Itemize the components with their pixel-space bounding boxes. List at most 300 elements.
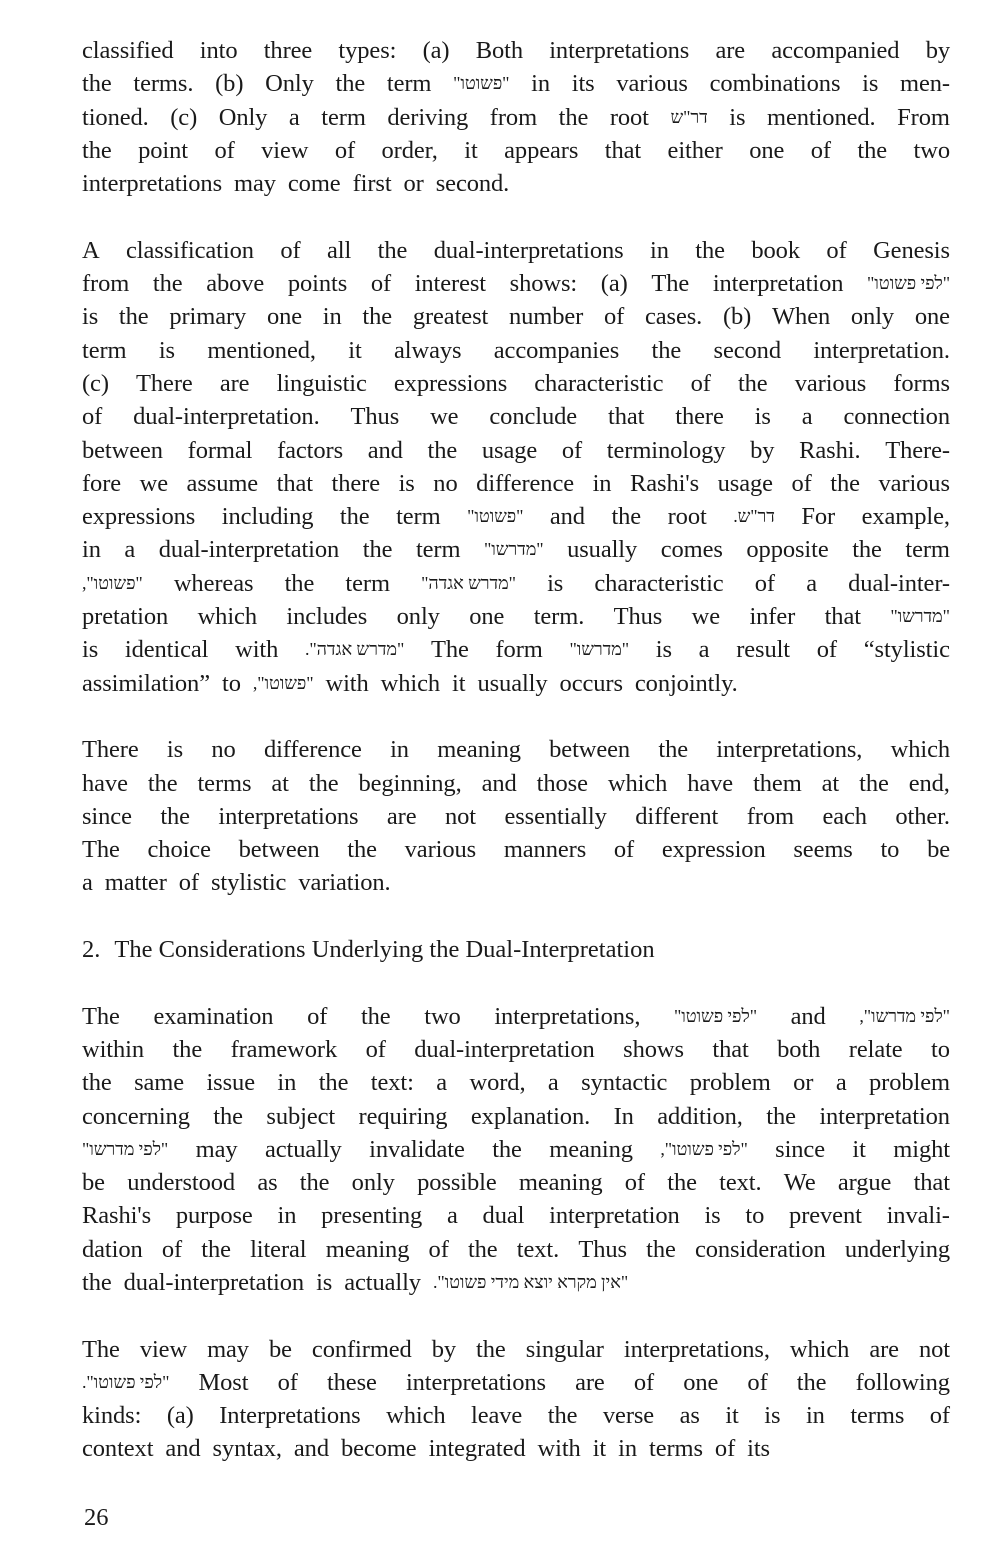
word: the — [152, 270, 183, 298]
word: the — [852, 536, 882, 564]
word: of — [604, 303, 625, 331]
word: greatest — [412, 303, 489, 331]
hebrew-term: "מדרשו" — [890, 606, 950, 627]
text-line — [82, 1199, 950, 1232]
text-line — [82, 34, 950, 67]
word: terminology — [606, 436, 726, 464]
section-number: 2. — [82, 936, 101, 964]
word: order, — [381, 136, 438, 164]
word: a — [82, 869, 93, 897]
word: literal — [250, 1235, 307, 1263]
word: tioned. — [82, 103, 149, 131]
word: expressions — [82, 503, 196, 531]
word: Both — [475, 37, 523, 64]
word: are — [575, 1368, 605, 1396]
word: in — [650, 236, 669, 264]
paragraph-gap — [82, 966, 950, 999]
word: interpretations — [82, 170, 223, 198]
word: the — [82, 136, 112, 164]
word: accompanied — [771, 37, 900, 64]
word: types: — [338, 37, 397, 64]
word: assume — [186, 469, 259, 497]
word: of — [161, 1235, 183, 1263]
word: dual-interpretation — [414, 1035, 595, 1063]
word: a — [698, 636, 710, 664]
word: requiring — [358, 1102, 448, 1130]
word: interpretation — [819, 1102, 950, 1130]
word: term — [396, 503, 441, 531]
word: a — [436, 1069, 448, 1097]
word: problem — [869, 1069, 950, 1097]
word: A — [82, 236, 100, 264]
word: the — [318, 1069, 349, 1097]
paragraph-no-difference-in-meaning — [82, 733, 950, 899]
word: Rashi's — [630, 469, 700, 497]
word: all — [326, 236, 352, 264]
word: the — [160, 802, 190, 830]
word: subject — [266, 1102, 336, 1130]
word: stylistic — [210, 869, 287, 897]
word: various — [404, 836, 477, 864]
word: syntactic — [581, 1069, 668, 1097]
word: the — [201, 1235, 231, 1263]
word: may — [207, 1335, 249, 1363]
word: integrated — [428, 1435, 526, 1463]
word: these — [326, 1368, 377, 1396]
word: which — [890, 736, 950, 764]
text-line — [82, 267, 950, 300]
word: that — [607, 403, 645, 431]
word: argue — [837, 1169, 892, 1197]
word: assimilation” — [82, 669, 210, 697]
word: since — [775, 1135, 825, 1163]
text-line — [82, 1399, 950, 1432]
word: is — [398, 469, 415, 497]
word: in — [531, 70, 551, 98]
word: syntax, — [212, 1435, 282, 1463]
word: in — [277, 1069, 297, 1097]
word: in — [390, 736, 409, 764]
paragraph-genesis-classification — [82, 234, 950, 700]
text-line — [82, 1033, 950, 1066]
word: its — [747, 1435, 770, 1463]
word: of — [791, 469, 812, 497]
word: two — [913, 136, 950, 164]
word: at — [271, 769, 289, 797]
word: book — [751, 236, 800, 264]
word: the — [467, 1235, 498, 1263]
word: the — [82, 1069, 112, 1097]
word: in — [82, 536, 101, 564]
word: only — [396, 603, 440, 631]
hebrew-term: "מדרש אגדה" — [421, 572, 516, 593]
word: the — [335, 70, 366, 98]
word: come — [287, 170, 341, 198]
word: the — [362, 536, 393, 564]
text-line — [82, 400, 950, 433]
word: that — [712, 1035, 749, 1063]
word: from — [746, 802, 794, 830]
word: fore — [82, 469, 122, 497]
word: cases. — [644, 303, 703, 331]
word: the — [427, 436, 458, 464]
word: includes — [286, 603, 368, 631]
word: is — [158, 336, 175, 364]
word: with — [325, 669, 369, 697]
word: that — [604, 136, 642, 164]
word: not — [444, 802, 476, 830]
word: the — [646, 1235, 676, 1263]
word: following — [855, 1368, 950, 1396]
word: a — [446, 1202, 458, 1230]
word: that — [276, 469, 313, 497]
word: one — [683, 1368, 719, 1396]
word: essentially — [504, 802, 607, 830]
word: the — [476, 1335, 506, 1363]
word: always — [394, 336, 462, 364]
word: the — [377, 236, 408, 264]
word: beginning, — [358, 769, 462, 797]
word: singular — [525, 1335, 604, 1363]
word: meaning — [437, 736, 521, 764]
word: matter — [104, 869, 167, 897]
word: meaning — [518, 1169, 603, 1197]
word: mentioned, — [207, 336, 316, 364]
word: men- — [900, 70, 950, 98]
word: There- — [885, 436, 950, 464]
text-line — [82, 500, 950, 533]
hebrew-term: "לפי פשוטו". — [82, 1371, 170, 1392]
text-line — [82, 101, 950, 134]
word: we — [139, 469, 168, 497]
word: presenting — [321, 1202, 423, 1230]
word: In — [613, 1102, 634, 1130]
word: above — [206, 270, 265, 298]
word: three — [263, 37, 313, 64]
text-line — [82, 800, 950, 833]
word: usually — [477, 669, 548, 697]
word: opposite — [746, 536, 829, 564]
word: which — [197, 603, 257, 631]
text-line — [82, 1432, 950, 1465]
word: might — [893, 1135, 950, 1163]
word: is — [764, 1402, 781, 1430]
word: prevent — [789, 1202, 862, 1230]
word: one — [749, 136, 785, 164]
word: its — [571, 70, 595, 98]
word: The — [82, 1002, 120, 1030]
word: no — [211, 736, 236, 764]
word: dual-interpretation — [123, 1268, 305, 1296]
word: term — [321, 103, 366, 131]
word: The — [82, 1335, 120, 1363]
text-line — [82, 767, 950, 800]
text-line — [82, 1000, 950, 1033]
word: from — [82, 270, 130, 298]
word: (c) — [170, 103, 198, 131]
hebrew-term: "לפי פשוטו" — [867, 273, 950, 294]
word: expressions — [393, 369, 508, 397]
word: including — [221, 503, 314, 531]
word: factors — [277, 436, 344, 464]
word: confirmed — [311, 1335, 412, 1363]
word: For — [801, 503, 836, 531]
word: are — [386, 802, 417, 830]
word: shows: — [509, 270, 578, 298]
word: between — [238, 836, 320, 864]
text-line — [82, 367, 950, 400]
word: into — [199, 37, 238, 64]
word: meaning — [325, 1235, 410, 1263]
word: When — [772, 303, 831, 331]
word: text: — [370, 1069, 414, 1097]
word: dual — [482, 1202, 525, 1230]
word: interpretations — [405, 1368, 546, 1396]
hebrew-term: "לפי פשוטו" — [674, 1005, 757, 1026]
word: end, — [908, 769, 950, 797]
word: (a) — [422, 37, 450, 64]
word: by — [925, 37, 950, 64]
text-line — [82, 1366, 950, 1399]
word: appears — [504, 136, 579, 164]
word: not — [918, 1335, 950, 1363]
word: between — [82, 436, 163, 464]
word: points — [287, 270, 348, 298]
word: that — [824, 603, 861, 631]
word: characteristic — [594, 569, 724, 597]
word: only — [351, 1169, 395, 1197]
word: become — [340, 1435, 417, 1463]
text-line — [82, 334, 950, 367]
word: term — [415, 536, 461, 564]
paragraph-gap — [82, 700, 950, 733]
word: a — [835, 1069, 847, 1097]
word: manners — [503, 836, 587, 864]
word: is — [166, 736, 184, 764]
word: those — [536, 769, 588, 797]
word: have — [687, 769, 734, 797]
hebrew-term: "אין מקרא יוצא מידי פשוטו". — [432, 1271, 629, 1292]
word: it — [348, 336, 362, 364]
word: There — [136, 369, 193, 397]
word: either — [667, 136, 723, 164]
word: various — [794, 369, 867, 397]
word: of — [178, 869, 199, 897]
word: choice — [147, 836, 211, 864]
word: of — [816, 636, 837, 664]
paragraph-gap — [82, 200, 950, 233]
word: it — [464, 136, 478, 164]
word: whereas — [173, 569, 254, 597]
word: and — [790, 1002, 826, 1030]
word: same — [134, 1069, 185, 1097]
word: one — [914, 303, 950, 331]
word: in — [322, 303, 342, 331]
word: as — [257, 1169, 278, 1197]
text-line — [82, 67, 950, 100]
word: each — [822, 802, 867, 830]
word: the — [172, 1035, 203, 1063]
word: of — [277, 1368, 298, 1396]
word: first — [352, 170, 392, 198]
word: we — [430, 403, 459, 431]
word: There — [82, 736, 139, 764]
word: which — [607, 769, 668, 797]
word: we — [691, 603, 721, 631]
word: accompanies — [493, 336, 620, 364]
text-line — [82, 1333, 950, 1366]
word: linguistic — [276, 369, 367, 397]
word: the — [737, 369, 768, 397]
word: verse — [602, 1402, 655, 1430]
word: difference — [263, 736, 362, 764]
word: comes — [660, 536, 723, 564]
word: various — [616, 70, 688, 98]
word: is — [316, 1268, 333, 1296]
word: of — [613, 836, 635, 864]
word: framework — [230, 1035, 338, 1063]
word: explanation. — [470, 1102, 591, 1130]
word: of — [754, 569, 775, 597]
page-number: 26 — [84, 1504, 109, 1531]
word: is — [547, 569, 564, 597]
hebrew-term: "לפי מדרשו" — [82, 1138, 169, 1159]
word: interpretation. — [813, 336, 950, 364]
word: dual-inter- — [848, 569, 950, 597]
word: and — [481, 769, 517, 797]
word: text. — [516, 1235, 560, 1263]
word: view — [139, 1335, 188, 1363]
word: Most — [198, 1368, 249, 1396]
word: interpretation — [712, 270, 844, 298]
word: no — [433, 469, 458, 497]
word: forms — [893, 369, 950, 397]
word: of — [714, 1435, 736, 1463]
word: is — [754, 403, 771, 431]
word: or — [403, 170, 424, 198]
word: the — [347, 836, 377, 864]
word: result — [736, 636, 791, 664]
word: of — [334, 136, 356, 164]
word: view — [261, 136, 309, 164]
word: Genesis — [873, 236, 950, 264]
word: understood — [127, 1169, 236, 1197]
word: in — [805, 1402, 825, 1430]
word: other. — [895, 802, 950, 830]
word: of — [633, 1368, 655, 1396]
word: one — [469, 603, 505, 631]
word: between — [549, 736, 631, 764]
word: is — [729, 103, 746, 131]
word: deriving — [387, 103, 469, 131]
word: of — [370, 270, 392, 298]
word: two — [424, 1002, 461, 1030]
word: The — [82, 836, 120, 864]
word: of — [561, 436, 583, 464]
section-heading — [82, 933, 950, 966]
word: term — [386, 70, 432, 98]
word: (b) — [215, 70, 244, 98]
paragraph-examination-of-interpretations — [82, 1000, 950, 1300]
word: interpretations — [218, 802, 359, 830]
word: root — [667, 503, 707, 531]
paragraph-singular-interpretations — [82, 1333, 950, 1466]
word: be — [268, 1335, 292, 1363]
hebrew-term: דר"ש. — [733, 506, 775, 527]
word: as — [679, 1402, 700, 1430]
text-line — [82, 1100, 950, 1133]
word: connection — [843, 403, 950, 431]
word: terms — [197, 769, 252, 797]
word: interpretations, — [716, 736, 863, 764]
hebrew-term: "מדרשו" — [484, 539, 544, 560]
word: a — [547, 1069, 559, 1097]
word: the — [82, 1268, 112, 1296]
word: is — [82, 636, 99, 664]
word: of — [280, 236, 301, 264]
word: is — [82, 303, 99, 331]
paragraph-gap — [82, 900, 950, 933]
word: of — [307, 1002, 328, 1030]
word: (b) — [722, 303, 752, 331]
word: classification — [126, 236, 254, 264]
word: identical — [124, 636, 209, 664]
word: the — [360, 1002, 391, 1030]
text-line — [82, 434, 950, 467]
word: text. — [719, 1169, 762, 1197]
word: dual-interpretation — [158, 536, 340, 564]
text-line — [82, 134, 950, 167]
text-line — [82, 833, 950, 866]
text-line — [82, 300, 950, 333]
word: the — [339, 503, 370, 531]
word: and — [367, 436, 403, 464]
word: of — [826, 236, 847, 264]
word: to — [745, 1202, 765, 1230]
word: conjointly. — [634, 669, 738, 697]
word: and — [293, 1435, 329, 1463]
word: Interpretations — [219, 1402, 361, 1430]
word: a — [801, 403, 813, 431]
word: term — [905, 536, 950, 564]
word: the — [362, 303, 393, 331]
word: there — [331, 469, 381, 497]
word: shows — [623, 1035, 684, 1063]
word: “stylistic — [863, 636, 950, 664]
word: or — [793, 1069, 814, 1097]
word: the — [558, 103, 589, 131]
word: the — [658, 736, 689, 764]
word: of — [690, 369, 711, 397]
word: infer — [749, 603, 796, 631]
word: since — [82, 802, 132, 830]
word: relate — [848, 1035, 903, 1063]
word: term — [345, 569, 390, 597]
word: combinations — [709, 70, 841, 98]
word: (a) — [600, 270, 628, 298]
hebrew-term: "פשוטו", — [82, 572, 143, 593]
word: the — [611, 503, 642, 531]
word: that — [913, 1169, 950, 1197]
word: consideration — [694, 1235, 826, 1263]
word: it — [592, 1435, 607, 1463]
word: Thus — [613, 603, 663, 631]
word: interpretations, — [494, 1002, 641, 1030]
text-line — [82, 733, 950, 766]
hebrew-term: "לפי מדרשו", — [859, 1005, 950, 1026]
word: (c) — [82, 369, 109, 397]
word: of — [929, 1402, 950, 1430]
